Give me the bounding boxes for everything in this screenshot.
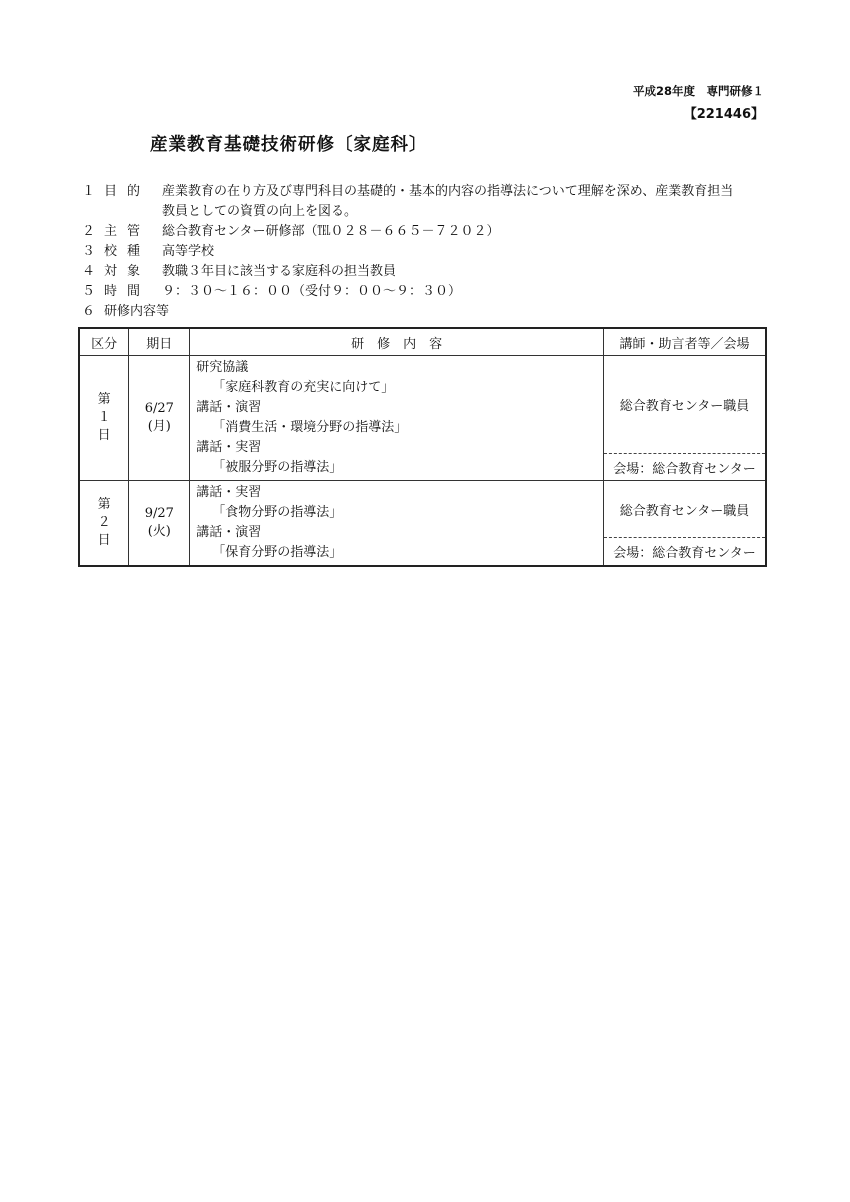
table-row	[79, 481, 766, 567]
day-division: 第 １ 日	[79, 356, 129, 481]
info-item-school-type	[82, 242, 772, 262]
header-instructor: 講師・助言者等／会場	[603, 328, 766, 356]
item-number: ６	[82, 304, 96, 319]
day-division: 第 ２ 日	[79, 481, 129, 567]
instructor-name: 総合教育センター職員	[604, 356, 765, 454]
info-list	[82, 182, 772, 322]
item-number: ４	[82, 264, 96, 279]
session-date: 6/27 (月)	[129, 356, 190, 481]
item-label: 校 種	[104, 244, 140, 259]
info-item-purpose	[82, 182, 772, 222]
session-content: 講話・実習 「食物分野の指導法」 講話・演習 「保育分野の指導法」	[190, 481, 604, 567]
item-label: 研修内容等	[104, 304, 170, 319]
item-number: １	[82, 184, 96, 199]
info-item-organizer	[82, 222, 772, 242]
item-number: ５	[82, 284, 96, 299]
venue-name: 会場：総合教育センター	[613, 545, 756, 561]
venue-name: 会場：総合教育センター	[613, 461, 756, 477]
header-kubun: 区分	[79, 328, 129, 356]
item-label: 対 象	[104, 264, 140, 279]
page-title: 産業教育基礎技術研修〔家庭科〕	[150, 135, 428, 155]
instructor-venue-cell	[603, 481, 766, 567]
table-row	[79, 356, 766, 481]
item-number: ３	[82, 244, 96, 259]
header-content: 研 修 内 容	[190, 328, 604, 356]
item-value: 総合教育センター研修部（℡０２８－６６５－７２０２）	[162, 224, 500, 239]
schedule-table	[78, 327, 767, 567]
instructor-venue-cell	[603, 356, 766, 481]
course-code: 【221446】	[683, 107, 764, 122]
info-item-time	[82, 282, 772, 302]
session-date: 9/27 (火)	[129, 481, 190, 567]
item-label: 主 管	[104, 224, 140, 239]
item-value: 産業教育の在り方及び専門科目の基礎的・基本的内容の指導法について理解を深め、産業教育担当 教員としての資質の向上を図る。	[162, 184, 734, 219]
item-value: 教職３年目に該当する家庭科の担当教員	[162, 264, 397, 279]
info-item-content-heading	[82, 302, 772, 322]
item-number: ２	[82, 224, 96, 239]
item-label: 時 間	[104, 284, 140, 299]
table-header-row	[79, 328, 766, 356]
header-date: 期日	[129, 328, 190, 356]
item-value: 高等学校	[162, 244, 215, 259]
fiscal-year-label: 平成28年度 専門研修１	[632, 84, 764, 98]
session-content: 研究協議 「家庭科教育の充実に向けて」 講話・演習 「消費生活・環境分野の指導法」 講話・実習 「被服分野の指導法」	[190, 356, 604, 481]
item-label: 目 的	[104, 184, 140, 199]
instructor-name: 総合教育センター職員	[604, 481, 765, 538]
info-item-target	[82, 262, 772, 282]
item-value: ９：３０～１６：００（受付９：００～９：３０）	[162, 284, 462, 299]
